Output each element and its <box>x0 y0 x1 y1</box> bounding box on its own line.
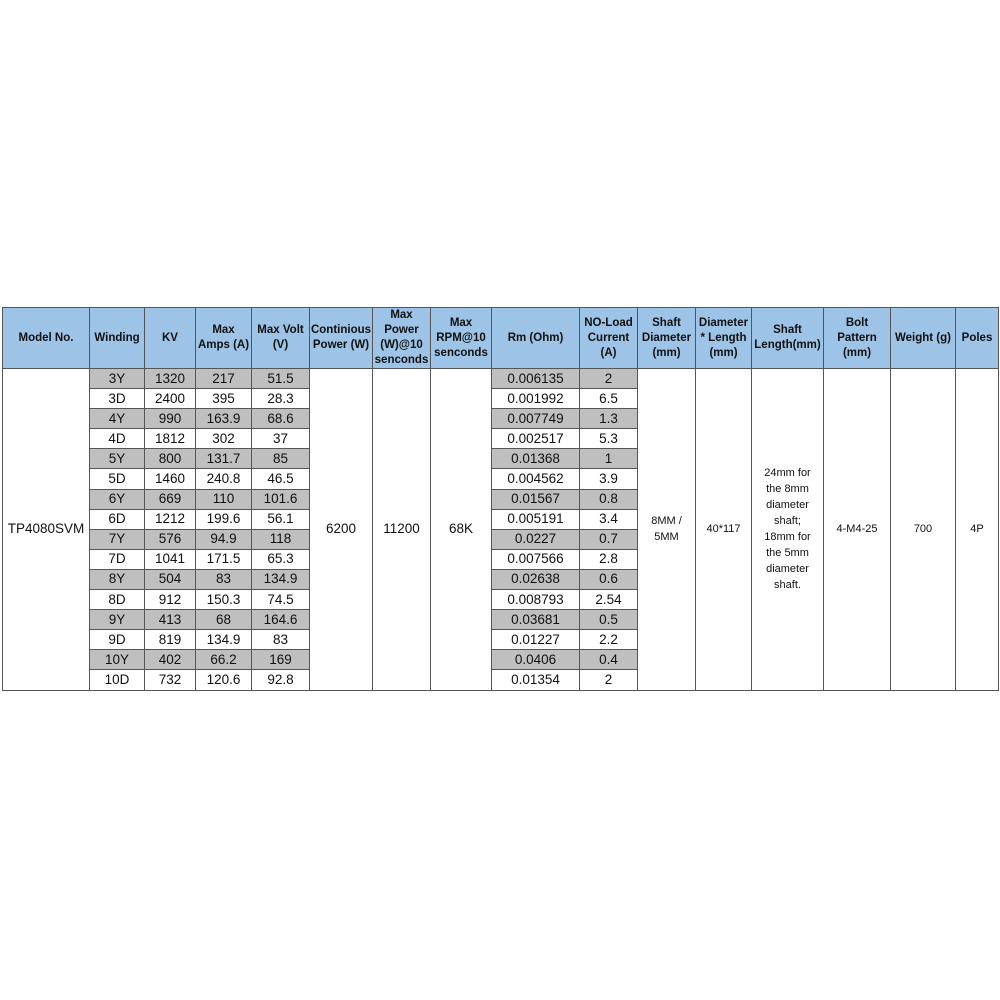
header-bolt-pattern: Bolt Pattern (mm) <box>824 308 891 369</box>
weight-cell: 700 <box>891 369 956 691</box>
noload-current-cell: 2.2 <box>580 630 638 650</box>
winding-cell: 9D <box>90 630 145 650</box>
rm-cell: 0.004562 <box>492 469 580 489</box>
max-amps-cell: 120.6 <box>196 670 252 690</box>
max-amps-cell: 150.3 <box>196 590 252 610</box>
shaft-diameter-cell: 8MM / 5MM <box>638 369 696 691</box>
noload-current-cell: 0.4 <box>580 650 638 670</box>
max-volt-cell: 37 <box>252 429 310 449</box>
kv-cell: 1460 <box>145 469 196 489</box>
rm-cell: 0.001992 <box>492 389 580 409</box>
noload-current-cell: 1 <box>580 449 638 469</box>
max-volt-cell: 164.6 <box>252 610 310 630</box>
winding-cell: 5D <box>90 469 145 489</box>
kv-cell: 1320 <box>145 369 196 389</box>
winding-cell: 7D <box>90 549 145 569</box>
kv-cell: 819 <box>145 630 196 650</box>
max-volt-cell: 74.5 <box>252 590 310 610</box>
header-max-power: Max Power (W)@10 senconds <box>373 308 431 369</box>
header-model: Model No. <box>3 308 90 369</box>
rm-cell: 0.01354 <box>492 670 580 690</box>
winding-cell: 6D <box>90 509 145 529</box>
rm-cell: 0.0406 <box>492 650 580 670</box>
shaft-length-cell: 24mm for the 8mm diameter shaft; 18mm for the 5mm diameter shaft. <box>752 369 824 691</box>
continuous-power-cell: 6200 <box>310 369 373 691</box>
kv-cell: 576 <box>145 529 196 549</box>
max-power-cell: 11200 <box>373 369 431 691</box>
max-amps-cell: 66.2 <box>196 650 252 670</box>
kv-cell: 413 <box>145 610 196 630</box>
noload-current-cell: 6.5 <box>580 389 638 409</box>
winding-cell: 6Y <box>90 489 145 509</box>
max-rpm-cell: 68K <box>431 369 492 691</box>
max-amps-cell: 134.9 <box>196 630 252 650</box>
bolt-pattern-cell: 4-M4-25 <box>824 369 891 691</box>
max-volt-cell: 51.5 <box>252 369 310 389</box>
noload-current-cell: 0.7 <box>580 529 638 549</box>
kv-cell: 732 <box>145 670 196 690</box>
winding-cell: 8Y <box>90 569 145 589</box>
noload-current-cell: 3.4 <box>580 509 638 529</box>
rm-cell: 0.007566 <box>492 549 580 569</box>
header-max-volt: Max Volt (V) <box>252 308 310 369</box>
model-number-cell: TP4080SVM <box>3 369 90 691</box>
header-shaft-length: Shaft Length(mm) <box>752 308 824 369</box>
max-amps-cell: 217 <box>196 369 252 389</box>
max-amps-cell: 83 <box>196 569 252 589</box>
kv-cell: 1812 <box>145 429 196 449</box>
header-noload-current: NO-Load Current (A) <box>580 308 638 369</box>
rm-cell: 0.007749 <box>492 409 580 429</box>
rm-cell: 0.002517 <box>492 429 580 449</box>
winding-cell: 10D <box>90 670 145 690</box>
rm-cell: 0.01368 <box>492 449 580 469</box>
winding-cell: 10Y <box>90 650 145 670</box>
header-max-rpm: Max RPM@10 senconds <box>431 308 492 369</box>
max-amps-cell: 94.9 <box>196 529 252 549</box>
header-shaft-diameter: Shaft Diameter (mm) <box>638 308 696 369</box>
max-volt-cell: 118 <box>252 529 310 549</box>
winding-cell: 4D <box>90 429 145 449</box>
winding-cell: 7Y <box>90 529 145 549</box>
kv-cell: 1041 <box>145 549 196 569</box>
winding-cell: 3D <box>90 389 145 409</box>
noload-current-cell: 0.5 <box>580 610 638 630</box>
max-amps-cell: 131.7 <box>196 449 252 469</box>
rm-cell: 0.03681 <box>492 610 580 630</box>
noload-current-cell: 1.3 <box>580 409 638 429</box>
max-volt-cell: 68.6 <box>252 409 310 429</box>
noload-current-cell: 2 <box>580 670 638 690</box>
winding-cell: 3Y <box>90 369 145 389</box>
rm-cell: 0.006135 <box>492 369 580 389</box>
kv-cell: 800 <box>145 449 196 469</box>
max-volt-cell: 83 <box>252 630 310 650</box>
noload-current-cell: 0.6 <box>580 569 638 589</box>
motor-spec-table <box>2 307 999 691</box>
max-amps-cell: 199.6 <box>196 509 252 529</box>
header-winding: Winding <box>90 308 145 369</box>
noload-current-cell: 3.9 <box>580 469 638 489</box>
max-volt-cell: 65.3 <box>252 549 310 569</box>
header-row <box>3 308 999 369</box>
max-volt-cell: 92.8 <box>252 670 310 690</box>
kv-cell: 1212 <box>145 509 196 529</box>
kv-cell: 402 <box>145 650 196 670</box>
header-weight: Weight (g) <box>891 308 956 369</box>
kv-cell: 669 <box>145 489 196 509</box>
max-amps-cell: 240.8 <box>196 469 252 489</box>
rm-cell: 0.005191 <box>492 509 580 529</box>
poles-cell: 4P <box>956 369 999 691</box>
kv-cell: 912 <box>145 590 196 610</box>
max-amps-cell: 395 <box>196 389 252 409</box>
table-row <box>3 369 999 389</box>
noload-current-cell: 2.8 <box>580 549 638 569</box>
max-volt-cell: 28.3 <box>252 389 310 409</box>
max-amps-cell: 171.5 <box>196 549 252 569</box>
max-volt-cell: 169 <box>252 650 310 670</box>
header-max-amps: Max Amps (A) <box>196 308 252 369</box>
rm-cell: 0.0227 <box>492 529 580 549</box>
rm-cell: 0.02638 <box>492 569 580 589</box>
rm-cell: 0.01227 <box>492 630 580 650</box>
header-continuous-power: Continious Power (W) <box>310 308 373 369</box>
winding-cell: 4Y <box>90 409 145 429</box>
noload-current-cell: 0.8 <box>580 489 638 509</box>
max-volt-cell: 85 <box>252 449 310 469</box>
winding-cell: 8D <box>90 590 145 610</box>
max-volt-cell: 46.5 <box>252 469 310 489</box>
header-diameter-length: Diameter * Length (mm) <box>696 308 752 369</box>
header-poles: Poles <box>956 308 999 369</box>
diameter-length-cell: 40*117 <box>696 369 752 691</box>
max-volt-cell: 56.1 <box>252 509 310 529</box>
winding-cell: 5Y <box>90 449 145 469</box>
rm-cell: 0.008793 <box>492 590 580 610</box>
header-rm: Rm (Ohm) <box>492 308 580 369</box>
max-volt-cell: 101.6 <box>252 489 310 509</box>
kv-cell: 2400 <box>145 389 196 409</box>
max-amps-cell: 163.9 <box>196 409 252 429</box>
noload-current-cell: 2.54 <box>580 590 638 610</box>
noload-current-cell: 2 <box>580 369 638 389</box>
max-volt-cell: 134.9 <box>252 569 310 589</box>
winding-cell: 9Y <box>90 610 145 630</box>
max-amps-cell: 302 <box>196 429 252 449</box>
kv-cell: 990 <box>145 409 196 429</box>
max-amps-cell: 110 <box>196 489 252 509</box>
max-amps-cell: 68 <box>196 610 252 630</box>
header-kv: KV <box>145 308 196 369</box>
noload-current-cell: 5.3 <box>580 429 638 449</box>
rm-cell: 0.01567 <box>492 489 580 509</box>
kv-cell: 504 <box>145 569 196 589</box>
